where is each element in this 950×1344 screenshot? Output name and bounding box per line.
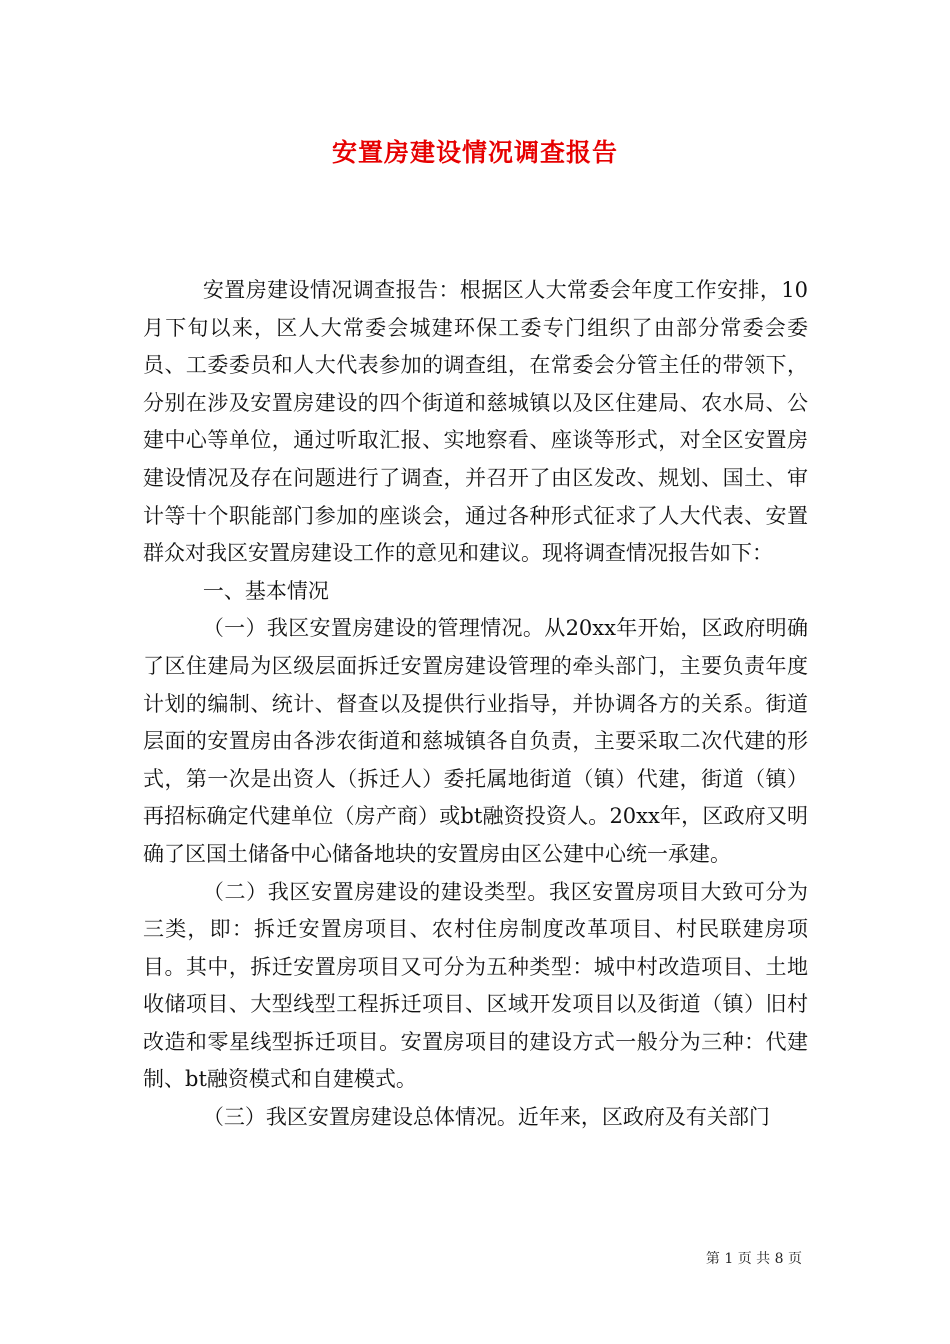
paragraph-overall-situation: （三）我区安置房建设总体情况。近年来，区政府及有关部门 <box>202 1105 770 1130</box>
paragraph-construction-types: （二）我区安置房建设的建设类型。我区安置房项目大致可分为三类，即：拆迁安置房项目、农村住房制度改革项目、村民联建房项目。其中，拆迁安置房项目又可分为五种类型：城中村改造项目、土地收储项目、大型线型工程拆迁项目、区域开发项目以及街道（镇）旧村改造和零星线型拆迁项目。安置房项目的建设方式一般分为三种：代建制、bt融资模式和自建模式。 <box>143 879 808 1092</box>
page-number: 第 1 页 共 8 页 <box>705 1251 802 1267</box>
section-heading-basic-situation: 一、基本情况 <box>202 578 329 603</box>
document-title: 安置房建设情况调查报告 <box>331 138 618 167</box>
document-body <box>143 272 808 1137</box>
intro-paragraph: 安置房建设情况调查报告：根据区人大常委会年度工作安排，10月下旬以来，区人大常委会城建环保工委专门组织了由部分常委会委员、工委委员和人大代表参加的调查组，在常委会分管主任的带领下，分别在涉及安置房建设的四个街道和慈城镇以及区住建局、农水局、公建中心等单位，通过听取汇报、实地察看、座谈等形式，对全区安置房建设情况及存在问题进行了调查，并召开了由区发改、规划、国土、审计等十个职能部门参加的座谈会，通过各种形式征求了人大代表、安置群众对我区安置房建设工作的意见和建议。现将调查情况报告如下： <box>143 278 808 566</box>
paragraph-management: （一）我区安置房建设的管理情况。从20xx年开始，区政府明确了区住建局为区级层面拆迁安置房建设管理的牵头部门，主要负责年度计划的编制、统计、督查以及提供行业指导，并协调各方的关系。街道层面的安置房由各涉农街道和慈城镇各自负责，主要采取二次代建的形式，第一次是出资人（拆迁人）委托属地街道（镇）代建，街道（镇）再招标确定代建单位（房产商）或bt融资投资人。20xx年，区政府又明确了区国土储备中心储备地块的安置房由区公建中心统一承建。 <box>143 616 808 866</box>
